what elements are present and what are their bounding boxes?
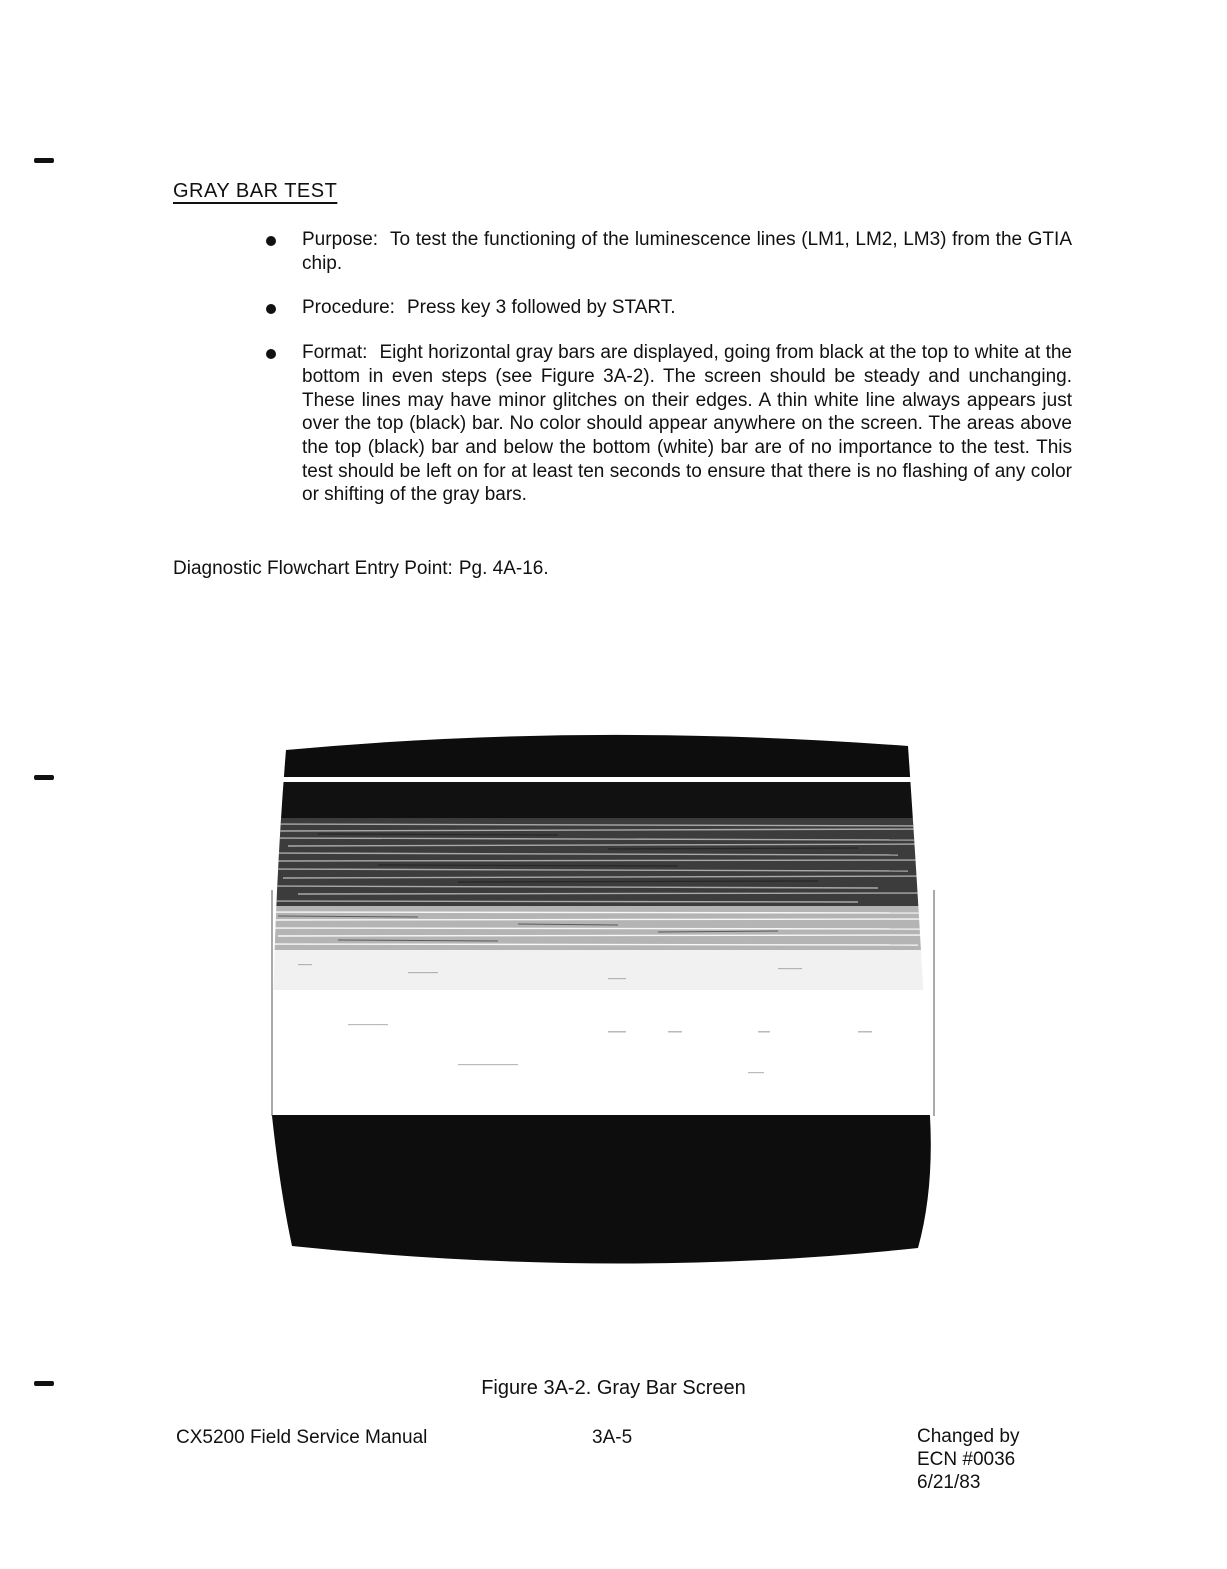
gray-bar-screen-image — [258, 720, 948, 1280]
thin-white-line — [258, 777, 948, 782]
footer-page-number: 3A-5 — [592, 1427, 633, 1448]
margin-mark — [34, 775, 54, 780]
bullet-label: Procedure: — [302, 297, 395, 319]
gray-bar-light — [258, 950, 948, 990]
footer-manual-title: CX5200 Field Service Manual — [176, 1427, 428, 1448]
bullet-dot-icon — [266, 236, 276, 246]
bullet-purpose — [262, 228, 1072, 275]
bullet-label: Format: — [302, 342, 368, 364]
entry-point-page-link[interactable]: Pg. 4A-16. — [458, 558, 549, 579]
bullet-format — [262, 341, 1072, 507]
figure-caption: Figure 3A-2. Gray Bar Screen — [481, 1377, 746, 1399]
footer-change-note — [917, 1425, 1019, 1494]
bullet-text: Press key 3 followed by START. — [406, 297, 676, 319]
gray-bar-white — [258, 990, 948, 1115]
flowchart-entry-point — [173, 558, 549, 580]
gray-bar-dark — [258, 782, 948, 818]
change-note-line: 6/21/83 — [917, 1472, 981, 1493]
bullet-list — [262, 228, 1072, 528]
entry-point-label: Diagnostic Flowchart Entry Point: — [173, 558, 453, 579]
change-note-line: ECN #0036 — [917, 1449, 1016, 1470]
margin-mark — [34, 158, 54, 163]
bullet-label: Purpose: — [302, 229, 379, 250]
bullet-text: To test the functioning of the luminescence lines (LM1, LM2, LM3) from the GTIA chip. — [302, 229, 1072, 274]
gray-bar-bottom-black — [258, 1115, 948, 1280]
gray-bar-black — [258, 720, 948, 777]
bullet-dot-icon — [266, 349, 276, 359]
section-title: GRAY BAR TEST — [173, 180, 338, 202]
bullet-procedure — [262, 296, 1072, 320]
change-note-line: Changed by — [917, 1426, 1020, 1447]
bullet-text: Eight horizontal gray bars are displayed, going from black at the top to white at the bottom in even steps (see Figure 3A-2). The screen should be steady and unchanging. These lines may have minor glitches on their edges. A thin white line always appears just over the top (black) bar. No color should appear anywhere on the screen. The areas above the top (black) bar and below the bottom (white) bar are of no importance to the test. This test should be left on for at least ten seconds to ensure that there is no flashing of any color or shifting of the gray bars. — [302, 342, 1072, 506]
bullet-dot-icon — [266, 304, 276, 314]
